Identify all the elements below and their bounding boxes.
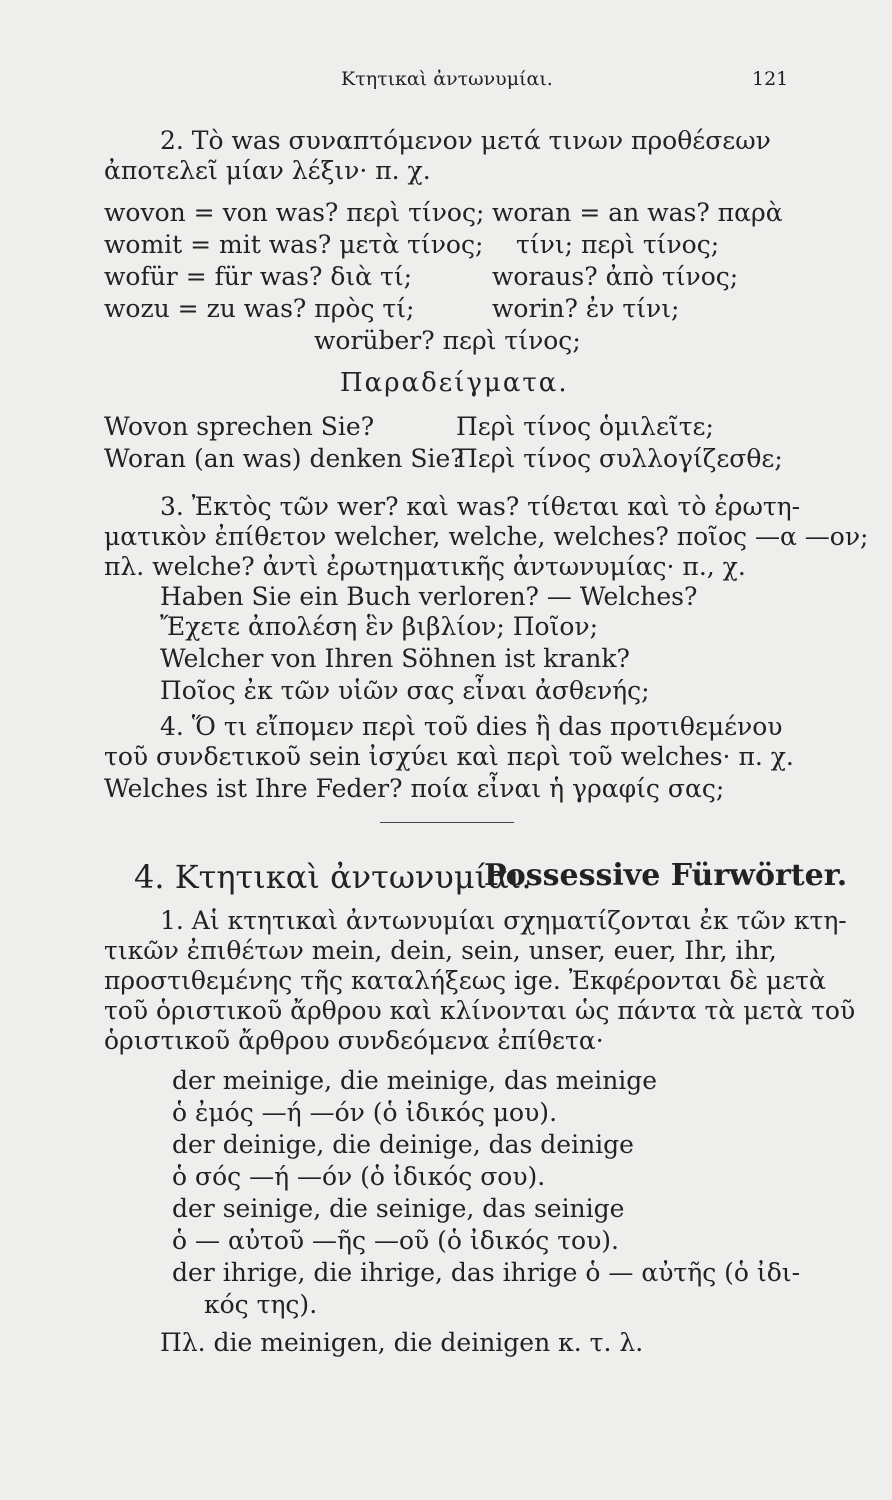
para3-line-2: ματικὸν ἐπίθετον welcher, welche, welches? ποῖος —α —ον; [104, 522, 869, 551]
para3-line-3: πλ. welche? ἀντὶ ἐρωτηματικῆς ἀντωνυμίας· π., χ. [104, 552, 746, 581]
para3-line-1: 3. Ἐκτὸς τῶν wer? καὶ was? τίθεται καὶ τὸ ἐρωτη- [160, 492, 801, 521]
running-header-title: Κτητικαὶ ἀντωνυμίαι. [341, 68, 553, 90]
para2-line-2: ἀποτελεῖ μίαν λέξιν· π. χ. [104, 156, 431, 185]
section-heading-greek: 4. Κτητικαὶ ἀντωνυμίαι. [134, 858, 532, 896]
intro-line-5: ὁριστικοῦ ἄρθρου συνδεόμενα ἐπίθετα· [104, 1026, 604, 1055]
example-greek-1: Περὶ τίνος ὁμιλεῖτε; [456, 412, 714, 441]
para4-line-2: τοῦ συνδετικοῦ sein ἰσχύει καὶ περὶ τοῦ welches· π. χ. [104, 742, 794, 771]
para3-line-7: Ποῖος ἐκ τῶν υἱῶν σας εἶναι ἀσθενής; [160, 676, 650, 705]
table-right-4: worin? ἐν τίνι; [492, 294, 680, 323]
para4-line-3: Welches ist Ihre Feder? ποία εἶναι ἡ γραφίς σας; [104, 774, 725, 803]
form-line-1: der meinige, die meinige, das meinige [172, 1066, 658, 1095]
form-line-8: κός της). [204, 1290, 318, 1319]
intro-line-1: 1. Αἱ κτητικαὶ ἀντωνυμίαι σχηματίζονται ἐκ τῶν κτη- [160, 906, 847, 935]
section-heading-german: Possessive Fürwörter. [484, 858, 848, 893]
form-line-4: ὁ σός —ή —όν (ὁ ἰδικός σου). [172, 1162, 546, 1191]
table-right-3: woraus? ἀπὸ τίνος; [492, 262, 739, 291]
example-german-1: Wovon sprechen Sie? [104, 412, 375, 441]
para3-line-5: Ἔχετε ἀπολέση ἓν βιβλίον; Ποῖον; [160, 612, 599, 641]
intro-line-3: προστιθεμένης τῆς καταλήξεως ige. Ἐκφέρονται δὲ μετὰ [104, 966, 826, 995]
table-left-1: wovon = von was? περὶ τίνος; [104, 198, 485, 227]
form-line-3: der deinige, die deinige, das deinige [172, 1130, 634, 1159]
form-line-7: der ihrige, die ihrige, das ihrige ὁ — αὐτῆς (ὁ ἰδι- [172, 1258, 801, 1287]
para4-line-1: 4. Ὅ τι εἴπομεν περὶ τοῦ dies ἢ das προτιθεμένου [160, 712, 783, 741]
form-line-5: der seinige, die seinige, das seinige [172, 1194, 625, 1223]
form-line-2: ὁ ἐμός —ή —όν (ὁ ἰδικός μου). [172, 1098, 558, 1127]
table-last: worüber? περὶ τίνος; [314, 326, 581, 355]
intro-line-2: τικῶν ἐπιθέτων mein, dein, sein, unser, euer, Ihr, ihr, [104, 936, 777, 965]
para2-line-1: 2. Τὸ was συναπτόμενον μετά τινων προθέσεων [160, 126, 771, 155]
table-left-4: wozu = zu was? πρὸς τί; [104, 294, 415, 323]
table-right-1: woran = an was? παρὰ [492, 198, 783, 227]
section-divider [380, 822, 514, 823]
para3-line-4: Haben Sie ein Buch verloren? — Welches? [160, 582, 698, 611]
form-line-9: Πλ. die meinigen, die deinigen κ. τ. λ. [160, 1328, 644, 1357]
example-german-2: Woran (an was) denken Sie? [104, 444, 464, 473]
examples-heading: Παραδείγματα. [340, 368, 569, 398]
table-left-3: wofür = für was? διὰ τί; [104, 262, 413, 291]
table-right-2: τίνι; περὶ τίνος; [516, 230, 720, 259]
form-line-6: ὁ — αὐτοῦ —ῆς —οῦ (ὁ ἰδικός του). [172, 1226, 619, 1255]
page-number: 121 [752, 68, 789, 90]
example-greek-2: Περὶ τίνος συλλογίζεσθε; [456, 444, 783, 473]
para3-line-6: Welcher von Ihren Söhnen ist krank? [160, 644, 630, 673]
table-left-2: womit = mit was? μετὰ τίνος; [104, 230, 484, 259]
intro-line-4: τοῦ ὁριστικοῦ ἄρθρου καὶ κλίνονται ὡς πάντα τὰ μετὰ τοῦ [104, 996, 856, 1025]
